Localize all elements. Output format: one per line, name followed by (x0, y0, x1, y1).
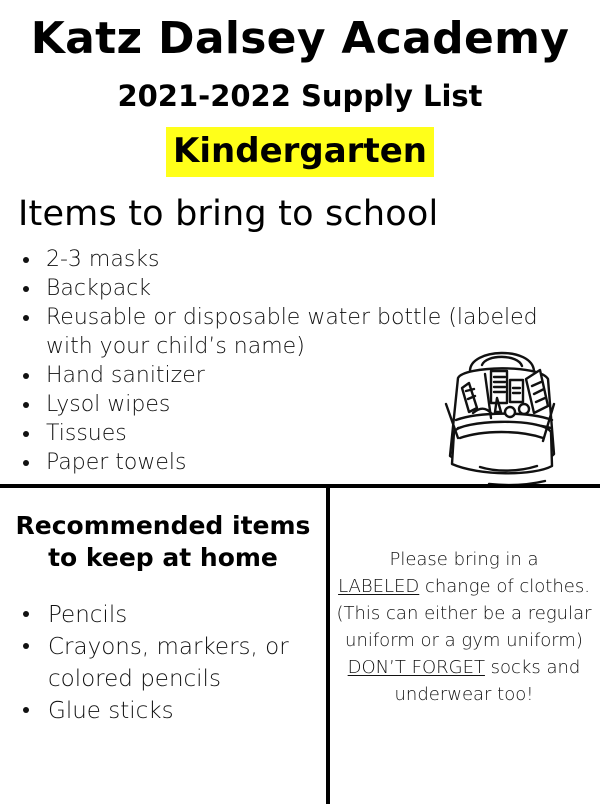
backpack-icon (440, 336, 565, 486)
header (0, 0, 600, 190)
note-middle-text: change of clothes. (This can either be a regular uniform or a gym uniform) (336, 576, 592, 651)
bottom-section (0, 484, 600, 804)
labeled-underlined: LABELED (338, 576, 420, 597)
list-item: Lysol wipes (18, 390, 573, 419)
list-item: 2-3 masks (18, 245, 573, 274)
list-item: Paper towels (18, 448, 573, 477)
grade-wrap (0, 127, 600, 177)
list-item: Crayons, markers, or colored pencils (18, 631, 308, 695)
vertical-divider (326, 488, 330, 804)
list-item: Pencils (18, 599, 308, 631)
list-item: Backpack (18, 274, 573, 303)
grade-label: Kindergarten (166, 127, 434, 177)
list-item: Hand sanitizer (18, 361, 573, 390)
home-section-title: Recommended items to keep at home (15, 511, 311, 572)
note-line-1: Please bring in a (389, 549, 539, 570)
bring-section-title: Items to bring to school (18, 194, 439, 234)
list-item: Tissues (18, 419, 573, 448)
clothing-note (336, 546, 592, 708)
list-item: Reusable or disposable water bottle (labeled with your child’s name) (18, 303, 573, 361)
list-item: Glue sticks (18, 695, 308, 727)
home-items-list (18, 599, 308, 727)
dont-forget-underlined: DON’T FORGET (347, 657, 485, 678)
supply-list-title: 2021-2022 Supply List (117, 79, 483, 113)
school-name: Katz Dalsey Academy (30, 13, 570, 64)
note-ending: socks and underwear too! (394, 657, 581, 705)
